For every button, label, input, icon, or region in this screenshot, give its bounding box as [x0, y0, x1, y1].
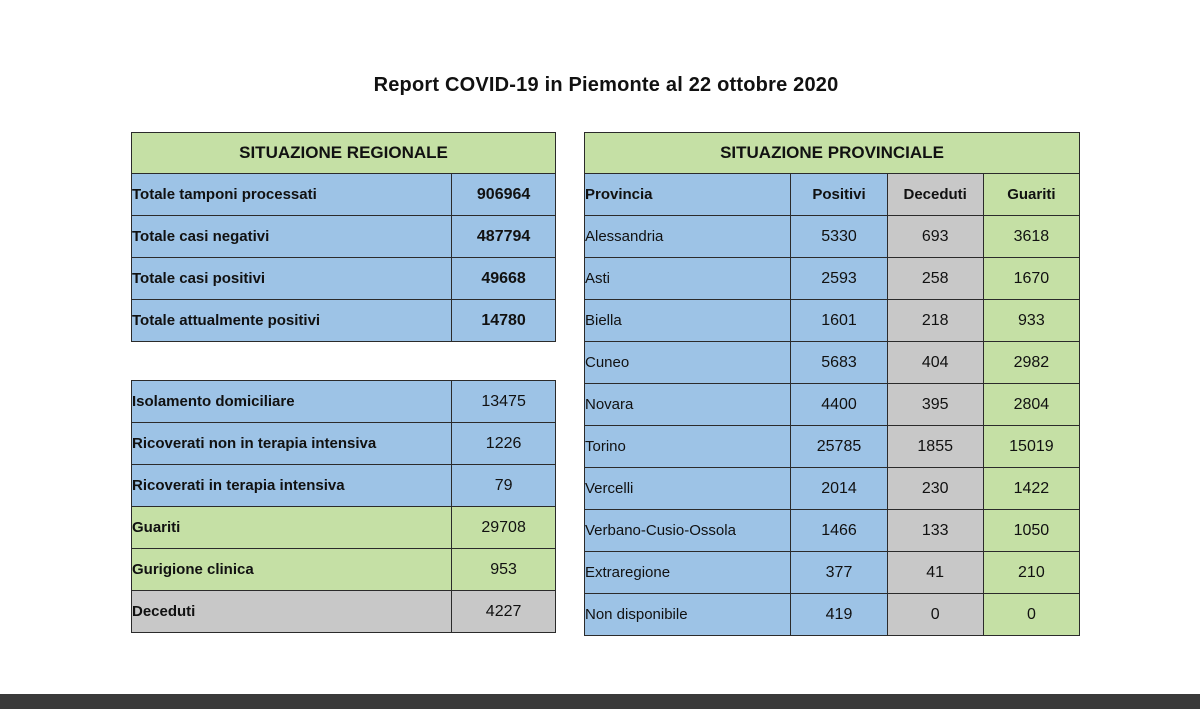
province-name: Alessandria — [585, 216, 791, 258]
province-deceduti: 1855 — [887, 426, 983, 468]
province-deceduti: 258 — [887, 258, 983, 300]
table-row — [585, 384, 1080, 426]
detail-label: Ricoverati non in terapia intensiva — [132, 423, 452, 465]
table-row — [132, 381, 556, 423]
province-name: Novara — [585, 384, 791, 426]
table-row — [585, 342, 1080, 384]
table-row — [585, 258, 1080, 300]
province-name: Extraregione — [585, 552, 791, 594]
province-guariti: 2804 — [983, 384, 1079, 426]
regional-label: Totale tamponi processati — [132, 174, 452, 216]
table-row — [132, 549, 556, 591]
province-positivi: 2014 — [791, 468, 887, 510]
column-header-guariti: Guariti — [983, 174, 1079, 216]
province-guariti: 933 — [983, 300, 1079, 342]
regional-value: 49668 — [452, 258, 556, 300]
province-deceduti: 395 — [887, 384, 983, 426]
province-name: Cuneo — [585, 342, 791, 384]
province-deceduti: 230 — [887, 468, 983, 510]
province-deceduti: 404 — [887, 342, 983, 384]
province-name: Vercelli — [585, 468, 791, 510]
bottom-bar — [0, 694, 1200, 709]
provincial-table — [584, 132, 1080, 636]
detail-value: 13475 — [452, 381, 556, 423]
page-title: Report COVID-19 in Piemonte al 22 ottobre 2020 — [373, 74, 839, 96]
province-positivi: 2593 — [791, 258, 887, 300]
province-name: Biella — [585, 300, 791, 342]
province-deceduti: 693 — [887, 216, 983, 258]
province-positivi: 5330 — [791, 216, 887, 258]
province-deceduti: 41 — [887, 552, 983, 594]
province-positivi: 377 — [791, 552, 887, 594]
column-header-row — [585, 174, 1080, 216]
regional-label: Totale casi negativi — [132, 216, 452, 258]
province-guariti: 3618 — [983, 216, 1079, 258]
table-row — [132, 216, 556, 258]
table-row — [132, 507, 556, 549]
table-row — [585, 594, 1080, 636]
table-row — [585, 510, 1080, 552]
province-deceduti: 0 — [887, 594, 983, 636]
detail-value: 29708 — [452, 507, 556, 549]
table-row — [132, 591, 556, 633]
province-name: Asti — [585, 258, 791, 300]
province-positivi: 1466 — [791, 510, 887, 552]
province-positivi: 4400 — [791, 384, 887, 426]
province-guariti: 210 — [983, 552, 1079, 594]
detail-label: Gurigione clinica — [132, 549, 452, 591]
table-row — [585, 216, 1080, 258]
detail-value: 953 — [452, 549, 556, 591]
detail-value: 1226 — [452, 423, 556, 465]
province-name: Torino — [585, 426, 791, 468]
province-guariti: 15019 — [983, 426, 1079, 468]
table-row — [132, 465, 556, 507]
detail-label: Isolamento domiciliare — [132, 381, 452, 423]
regional-value: 906964 — [452, 174, 556, 216]
detail-label: Deceduti — [132, 591, 452, 633]
table-row — [132, 174, 556, 216]
table-row — [585, 300, 1080, 342]
province-positivi: 1601 — [791, 300, 887, 342]
province-name: Verbano-Cusio-Ossola — [585, 510, 791, 552]
province-positivi: 25785 — [791, 426, 887, 468]
table-row — [132, 423, 556, 465]
detail-label: Guariti — [132, 507, 452, 549]
provincial-header: SITUAZIONE PROVINCIALE — [585, 133, 1080, 174]
column-header-deceduti: Deceduti — [887, 174, 983, 216]
regional-summary-table — [131, 132, 556, 342]
province-deceduti: 133 — [887, 510, 983, 552]
province-guariti: 2982 — [983, 342, 1079, 384]
regional-label: Totale attualmente positivi — [132, 300, 452, 342]
table-row — [585, 552, 1080, 594]
province-positivi: 419 — [791, 594, 887, 636]
table-row — [585, 468, 1080, 510]
regional-detail-table — [131, 380, 556, 633]
province-guariti: 1422 — [983, 468, 1079, 510]
table-row — [132, 300, 556, 342]
column-header-provincia: Provincia — [585, 174, 791, 216]
regional-header: SITUAZIONE REGIONALE — [132, 133, 556, 174]
detail-value: 4227 — [452, 591, 556, 633]
province-guariti: 1670 — [983, 258, 1079, 300]
regional-label: Totale casi positivi — [132, 258, 452, 300]
province-guariti: 0 — [983, 594, 1079, 636]
regional-value: 14780 — [452, 300, 556, 342]
province-positivi: 5683 — [791, 342, 887, 384]
table-row — [585, 426, 1080, 468]
regional-value: 487794 — [452, 216, 556, 258]
province-guariti: 1050 — [983, 510, 1079, 552]
detail-value: 79 — [452, 465, 556, 507]
province-deceduti: 218 — [887, 300, 983, 342]
detail-label: Ricoverati in terapia intensiva — [132, 465, 452, 507]
column-header-positivi: Positivi — [791, 174, 887, 216]
province-name: Non disponibile — [585, 594, 791, 636]
table-row — [132, 258, 556, 300]
